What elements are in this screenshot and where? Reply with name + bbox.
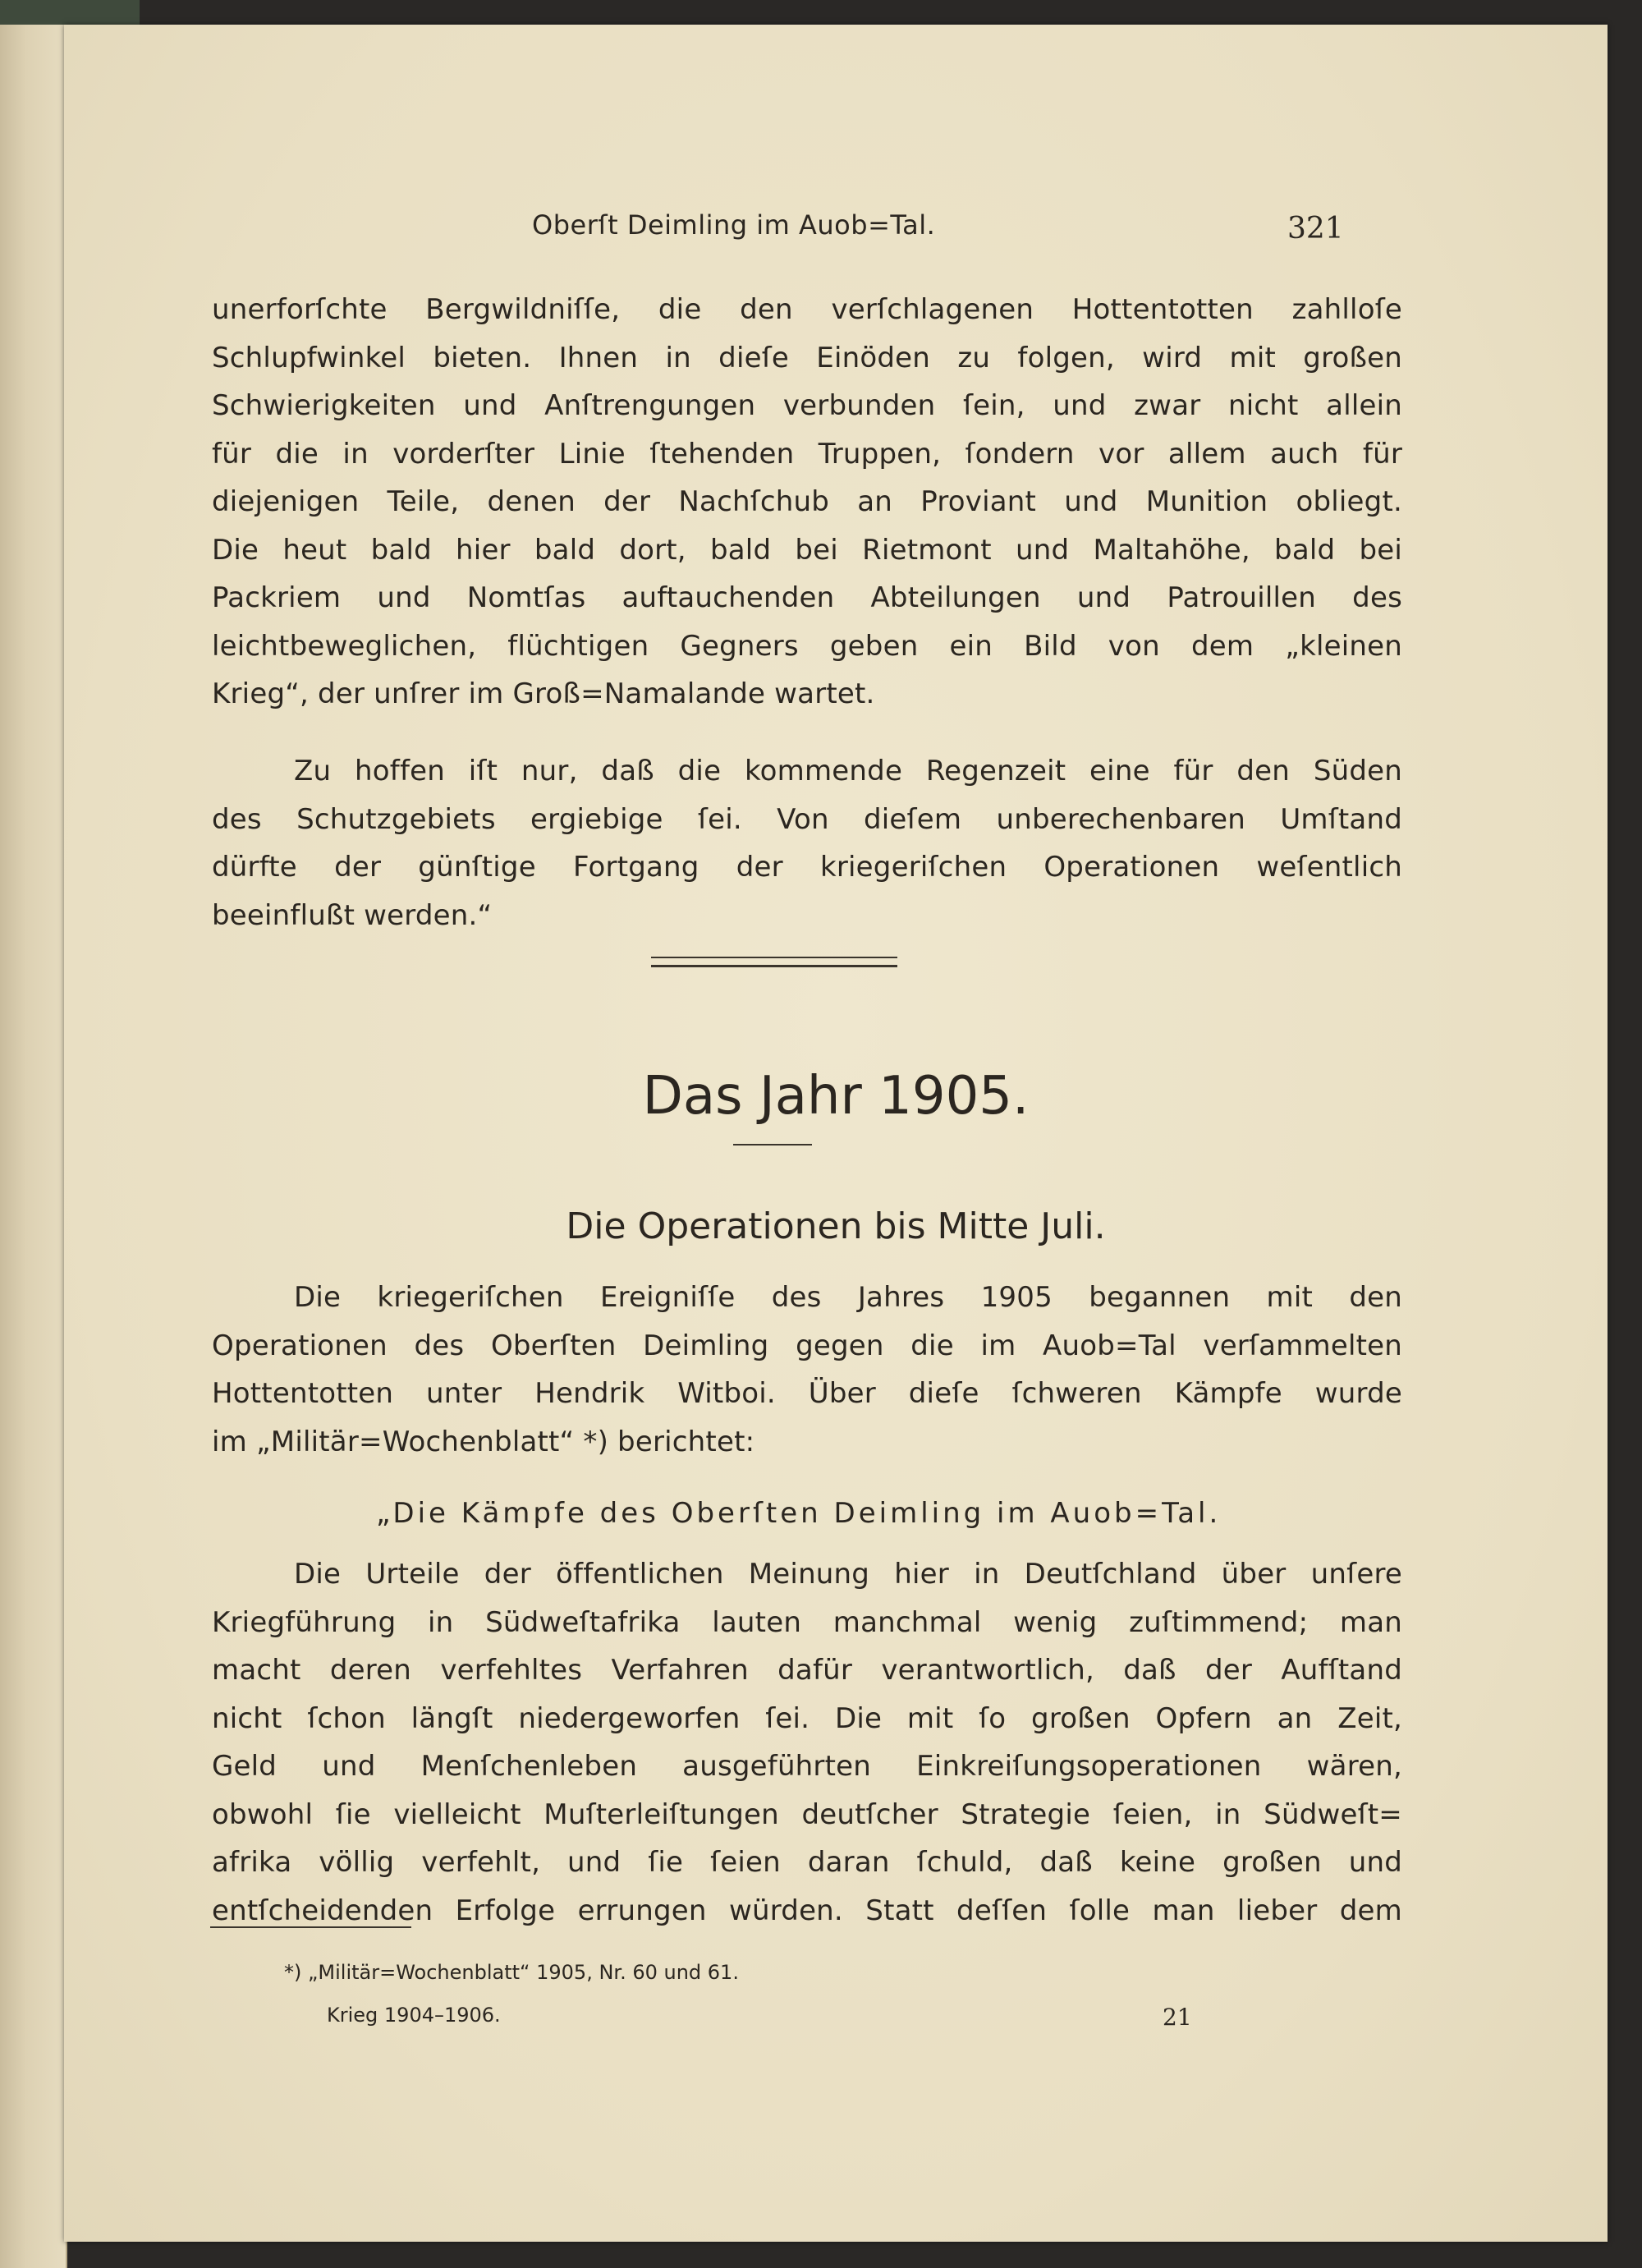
footnote: *) „Militär=Wochenblatt“ 1905, Nr. 60 und 61. [284,1961,739,1984]
text-line: nicht ſchon längſt niedergeworfen ſei. Die mit ſo großen Opfern an Zeit, [212,1701,1402,1735]
text-line: Krieg“, der unſrer im Groß=Namalande wartet. [212,677,875,710]
text-line: Zu hoffen iſt nur, daß die kommende Regenzeit eine für den Süden [294,755,1402,787]
book-page [64,25,1608,2242]
body-paragraph [212,1550,1402,1935]
text-line: Schwierigkeiten und Anſtrengungen verbunden ſein, und zwar nicht allein [212,389,1402,422]
second-paragraph [212,747,1402,939]
text-line: für die in vorderſter Linie ſtehenden Truppen, ſondern vor allem auch für [212,437,1402,471]
text-line: diejenigen Teile, denen der Nachſchub an Proviant und Munition obliegt. [212,485,1402,518]
title-rule [733,1144,812,1145]
text-line: macht deren verfehltes Verfahren dafür verantwortlich, daß der Aufſtand [212,1654,1402,1687]
text-line: beeinflußt werden.“ [212,898,493,932]
text-line: Die Urteile der öffentlichen Meinung hier in Deutſchland über unſere [294,1558,1402,1591]
top-paragraph [212,286,1402,719]
quote-heading-block [212,1490,1402,1537]
text-line: im „Militär=Wochenblatt“ *) berichtet: [212,1425,755,1458]
text-line: entſcheidenden Erfolge errungen würden. Statt deſſen ſolle man lieber dem [212,1894,1402,1927]
text-line: obwohl ſie vielleicht Muſterleiſtungen deutſcher Strategie ſeien, in Südweſt= [212,1797,1402,1831]
text-line: Geld und Menſchenleben ausgeführten Einkreiſungsoperationen wären, [212,1750,1402,1783]
book-spine [0,0,67,2268]
running-head: Oberſt Deimling im Auob=Tal. [532,209,936,241]
text-line: Operationen des Oberſten Deimling gegen die im Auob=Tal verſammelten [212,1329,1402,1362]
printer-signature: Krieg 1904–1906. [327,2004,501,2027]
signature-number: 21 [1163,2004,1192,2031]
intro-paragraph [212,1274,1402,1466]
text-line: unerforſchte Bergwildniſſe, die den verſchlagenen Hottentotten zahlloſe [212,293,1402,326]
text-line: Die heut bald hier bald dort, bald bei Rietmont und Maltahöhe, bald bei [212,533,1402,567]
text-line: Kriegführung in Südweſtafrika lauten manchmal wenig zuſtimmend; man [212,1605,1402,1639]
text-line: Hottentotten unter Hendrik Witboi. Über dieſe ſchweren Kämpfe wurde [212,1377,1402,1410]
text-line: leichtbeweglichen, flüchtigen Gegners geben ein Bild von dem „kleinen [212,629,1402,663]
text-line: Die kriegeriſchen Ereigniſſe des Jahres 1905 begannen mit den [294,1281,1402,1314]
text-line: Schlupfwinkel bieten. Ihnen in dieſe Einöden zu folgen, wird mit großen [212,341,1402,374]
footnote-rule [210,1926,411,1928]
quote-heading: „Die Kämpfe des Oberſten Deimling im Auob=Tal. [376,1497,1222,1530]
section-divider [651,957,897,967]
page-number: 321 [1287,212,1344,246]
chapter-title: Das Jahr 1905. [642,1066,1030,1127]
book-cover-edge [0,0,140,25]
text-line: des Schutzgebiets ergiebige ſei. Von dieſem unberechenbaren Umſtand [212,802,1402,836]
section-title: Die Operationen bis Mitte Juli. [566,1205,1106,1247]
text-line: afrika völlig verfehlt, und ſie ſeien daran ſchuld, daß keine großen und [212,1846,1402,1879]
text-line: dürfte der günſtige Fortgang der kriegeriſchen Operationen weſentlich [212,851,1402,884]
text-line: Packriem und Nomtſas auftauchenden Abteilungen und Patrouillen des [212,581,1402,614]
